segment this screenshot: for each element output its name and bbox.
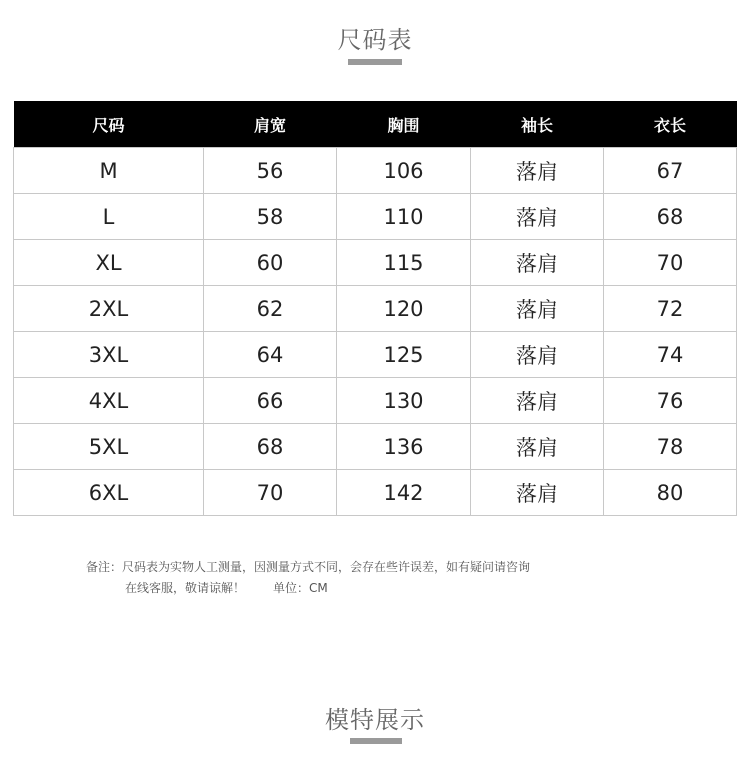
table-cell: 72 [604, 286, 737, 332]
table-cell: 落肩 [471, 148, 604, 194]
table-cell: 落肩 [471, 286, 604, 332]
header-length: 衣长 [604, 101, 737, 148]
table-row [14, 424, 737, 470]
title-underline [348, 59, 402, 65]
header-shoulder: 肩宽 [204, 101, 337, 148]
table-cell: 落肩 [471, 194, 604, 240]
table-cell: 68 [604, 194, 737, 240]
table-cell: 60 [204, 240, 337, 286]
table-row [14, 378, 737, 424]
header-size: 尺码 [14, 101, 204, 148]
table-cell: 106 [337, 148, 471, 194]
header-sleeve: 袖长 [471, 101, 604, 148]
table-cell: 70 [604, 240, 737, 286]
size-table [13, 101, 737, 516]
table-cell: M [14, 148, 204, 194]
note-line-1: 备注：尺码表为实物人工测量，因测量方式不同，会存在些许误差，如有疑问请咨询 [86, 560, 531, 574]
header-chest: 胸围 [337, 101, 471, 148]
table-cell: 落肩 [471, 470, 604, 516]
table-cell: 落肩 [471, 240, 604, 286]
size-chart-title: 尺码表 [337, 26, 413, 54]
table-cell: 3XL [14, 332, 204, 378]
note-line-2 [86, 578, 530, 599]
table-header-row [14, 101, 737, 148]
model-display-title: 模特展示 [325, 706, 425, 734]
table-cell: 115 [337, 240, 471, 286]
table-row [14, 240, 737, 286]
table-cell: 110 [337, 194, 471, 240]
table-cell: 5XL [14, 424, 204, 470]
note-unit: 单位：CM [273, 581, 328, 595]
table-row [14, 194, 737, 240]
table-cell: 落肩 [471, 424, 604, 470]
table-cell: 130 [337, 378, 471, 424]
table-cell: 4XL [14, 378, 204, 424]
table-cell: 64 [204, 332, 337, 378]
table-cell: 70 [204, 470, 337, 516]
title-underline-bottom [350, 738, 402, 744]
table-cell: 62 [204, 286, 337, 332]
table-cell: 125 [337, 332, 471, 378]
table-cell: 76 [604, 378, 737, 424]
table-row [14, 148, 737, 194]
table-cell: 56 [204, 148, 337, 194]
table-row [14, 470, 737, 516]
table-cell: 120 [337, 286, 471, 332]
table-cell: 74 [604, 332, 737, 378]
note [86, 557, 530, 599]
table-row [14, 286, 737, 332]
table-cell: 6XL [14, 470, 204, 516]
table-cell: 落肩 [471, 332, 604, 378]
table-cell: 142 [337, 470, 471, 516]
table-cell: L [14, 194, 204, 240]
table-cell: 66 [204, 378, 337, 424]
table-cell: 58 [204, 194, 337, 240]
table-cell: 68 [204, 424, 337, 470]
table-cell: 78 [604, 424, 737, 470]
table-row [14, 332, 737, 378]
table-cell: 落肩 [471, 378, 604, 424]
table-cell: 67 [604, 148, 737, 194]
table-cell: 80 [604, 470, 737, 516]
note-service: 在线客服，敬请谅解！ [125, 581, 246, 595]
table-cell: XL [14, 240, 204, 286]
table-cell: 136 [337, 424, 471, 470]
table-cell: 2XL [14, 286, 204, 332]
